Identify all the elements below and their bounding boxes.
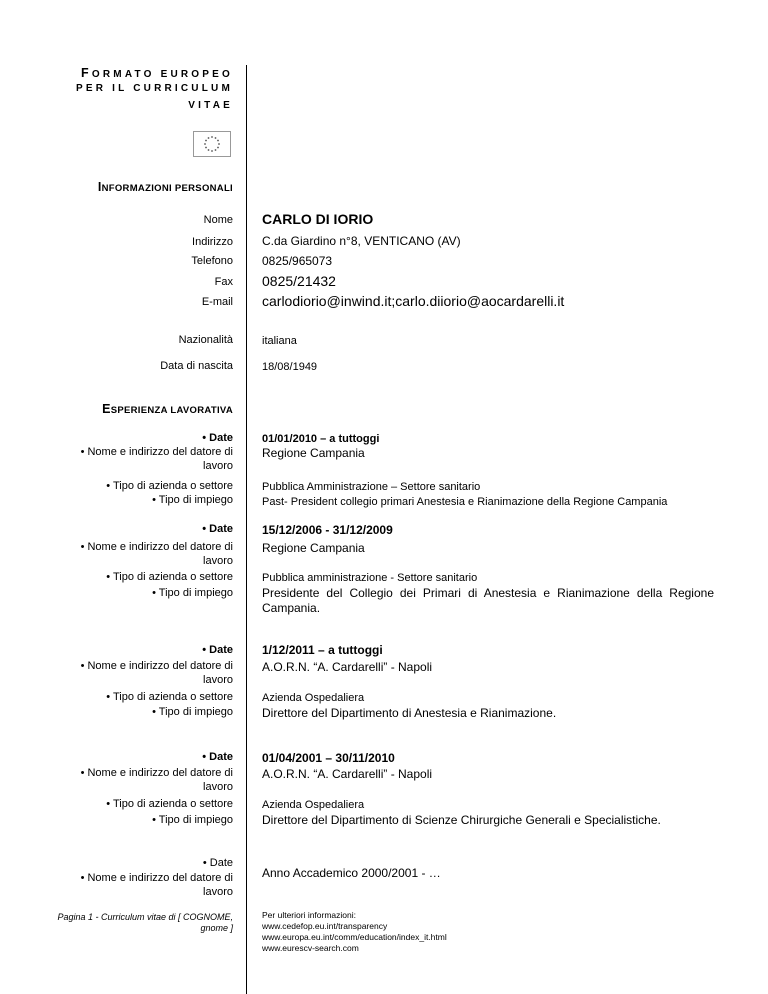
job-label: • Tipo di impiego — [152, 706, 233, 718]
experience-date: 15/12/2006 - 31/12/2009 — [262, 523, 393, 537]
eu-flag-icon — [193, 131, 231, 157]
section-work-experience — [102, 402, 233, 416]
email-value[interactable]: carlodiorio@inwind.it;carlo.diiorio@aocardarelli.it — [262, 293, 565, 309]
job-label: • Tipo di impiego — [152, 814, 233, 826]
experience-date: Anno Accademico 2000/2001 - … — [262, 866, 441, 880]
header-cap: F — [81, 66, 92, 80]
name-label: Nome — [203, 214, 233, 226]
nationality-value: italiana — [262, 335, 297, 347]
birthdate-label: Data di nascita — [160, 360, 233, 372]
header-line-1-text: ORMATO EUROPEO — [91, 69, 233, 80]
date-label: • Date — [202, 751, 233, 763]
phone-value: 0825/965073 — [262, 254, 333, 268]
job-label: • Tipo di impiego — [152, 587, 233, 599]
nationality-label: Nazionalità — [178, 334, 233, 346]
name-value: CARLO DI IORIO — [262, 211, 374, 227]
footer-link[interactable]: www.eurescv-search.com — [262, 943, 359, 953]
experience-sector: Pubblica Amministrazione – Settore sanitario — [262, 481, 481, 493]
experience-date: 01/01/2010 – a tuttoggi — [262, 433, 380, 445]
fax-value: 0825/21432 — [262, 273, 336, 289]
fax-label: Fax — [214, 276, 233, 288]
date-label: • Date — [202, 432, 233, 444]
experience-sector: Pubblica amministrazione - Settore sanitario — [262, 572, 478, 584]
birthdate-value: 18/08/1949 — [262, 361, 318, 373]
experience-job: Direttore del Dipartimento di Anestesia e Rianimazione. — [262, 706, 557, 720]
footer-page-info: Pagina 1 - Curriculum vitae di [ COGNOME, gnome ] — [57, 912, 233, 933]
experience-job: Direttore del Dipartimento di Scienze Chirurgiche Generali e Specialistiche. — [262, 813, 661, 827]
experience-sector: Azienda Ospedaliera — [262, 692, 365, 704]
date-label: • Date — [202, 644, 233, 656]
section-personal-info — [98, 180, 233, 194]
experience-date: 01/04/2001 – 30/11/2010 — [262, 751, 395, 765]
job-label: • Tipo di impiego — [152, 494, 233, 506]
employer-label: • Nome e indirizzo del datore di lavoro — [80, 767, 233, 793]
phone-label: Telefono — [191, 255, 233, 267]
experience-employer: Regione Campania — [262, 541, 365, 555]
sector-label: • Tipo di azienda o settore — [106, 480, 233, 492]
section-cap: E — [102, 402, 111, 416]
email-label: E-mail — [201, 296, 233, 308]
date-label: • Date — [202, 523, 233, 535]
employer-label: • Nome e indirizzo del datore di lavoro — [80, 541, 233, 567]
section-cap: I — [97, 180, 102, 194]
date-label: • Date — [202, 857, 233, 869]
experience-job: Past- President collegio primari Anestesia e Rianimazione della Regione Campania — [262, 496, 668, 508]
sector-label: • Tipo di azienda o settore — [106, 798, 233, 810]
footer-more-info — [262, 910, 447, 954]
employer-label: • Nome e indirizzo del datore di lavoro — [80, 446, 233, 472]
header-line-3: VITAE — [188, 100, 233, 111]
header-line-2: PER IL CURRICULUM — [76, 83, 233, 94]
experience-date: 1/12/2011 – a tuttoggi — [262, 643, 383, 657]
experience-job: Presidente del Collegio dei Primari di Anestesia e Rianimazione della Regione Campania. — [262, 586, 714, 615]
experience-employer: A.O.R.N. “A. Cardarelli” - Napoli — [262, 660, 433, 674]
employer-label: • Nome e indirizzo del datore di lavoro — [80, 872, 233, 898]
section-title: NFORMAZIONI PERSONALI — [101, 183, 233, 194]
employer-label: • Nome e indirizzo del datore di lavoro — [80, 660, 233, 686]
section-title: SPERIENZA LAVORATIVA — [110, 405, 233, 416]
sector-label: • Tipo di azienda o settore — [106, 571, 233, 583]
footer-link[interactable]: www.cedefop.eu.int/transparency — [262, 921, 388, 931]
sector-label: • Tipo di azienda o settore — [106, 691, 233, 703]
experience-employer: A.O.R.N. “A. Cardarelli” - Napoli — [262, 767, 433, 781]
column-divider — [246, 65, 247, 994]
address-label: Indirizzo — [192, 236, 233, 248]
experience-sector: Azienda Ospedaliera — [262, 799, 365, 811]
header-line-1 — [81, 66, 233, 80]
address-value: C.da Giardino n°8, VENTICANO (AV) — [262, 234, 461, 248]
eu-stars-icon — [194, 132, 230, 156]
footer-link[interactable]: www.europa.eu.int/comm/education/index_it.html — [262, 932, 447, 942]
experience-employer: Regione Campania — [262, 446, 365, 460]
footer-title: Per ulteriori informazioni: — [262, 910, 357, 920]
